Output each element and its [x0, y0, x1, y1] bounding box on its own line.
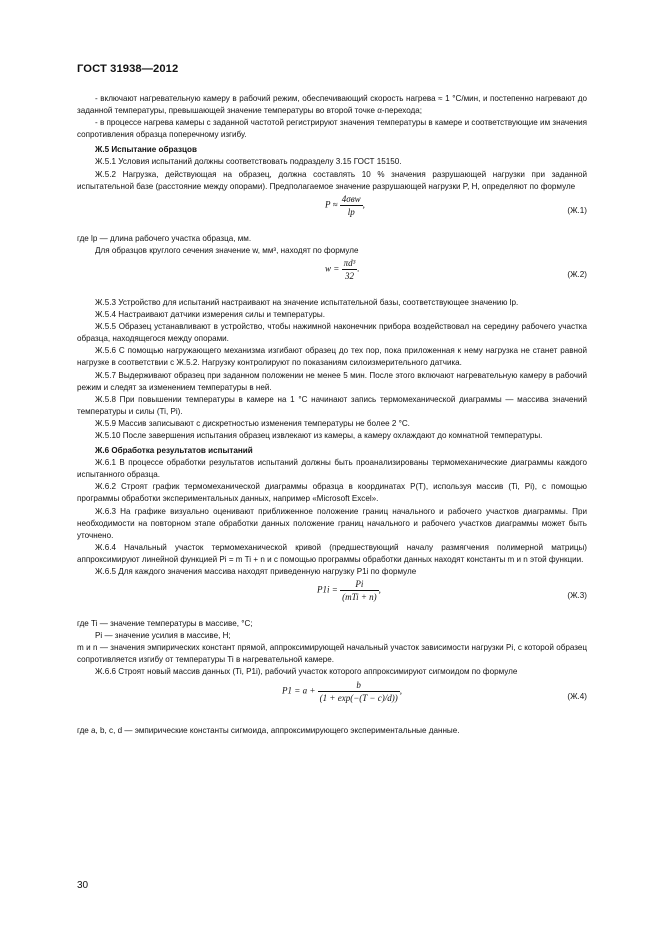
denominator: (1 + exp(−(T − c)/d)) — [319, 692, 398, 703]
numerator: 4σвw — [340, 193, 363, 206]
paragraph: Ж.5.10 После завершения испытания образец извлекают из камеры, а камеру охлаждают до комнатной температуры. — [95, 430, 543, 440]
denominator: (mTi + n) — [342, 592, 377, 603]
numerator: πd³ — [342, 257, 358, 270]
formula-lhs: P1 = a + — [282, 685, 316, 696]
fraction — [342, 257, 358, 282]
section-heading: Ж.5 Испытание образцов — [95, 145, 197, 155]
formula-lhs: P ≈ — [325, 199, 338, 210]
paragraph: - в процессе нагрева камеры с заданной частотой регистрируют значения температуры в камере и соответствующие им значения сопротивления образца поперечному изгибу. — [77, 118, 587, 140]
denominator: lр — [347, 206, 355, 217]
paragraph: Ж.6.5 Для каждого значения массива находят приведенную нагрузку P1i по формуле — [95, 567, 417, 576]
paragraph: - включают нагревательную камеру в рабочий режим, обеспечивающий скорость нагрева ≈ 1 °С/мин, и постепенно нагревают до заданной температуры, превышающей значение температуры во второй точке α-перехода; — [77, 94, 587, 116]
where-clause: где lр — длина рабочего участка образца, мм. — [77, 233, 252, 243]
formula-number: (Ж.2) — [567, 269, 587, 279]
formula-zh2 — [77, 257, 587, 297]
paragraph: Ж.5.5 Образец устанавливают в устройство, чтобы нажимной наконечник прибора воздействовал на середину рабочего участка образца, находящегося между опорами. — [77, 322, 587, 344]
formula-number: (Ж.1) — [567, 205, 587, 215]
formula-tail: , — [362, 199, 365, 210]
paragraph: Ж.5.7 Выдерживают образец при заданном положении не менее 5 мин. После этого включают нагревательную камеру в рабочий режим и следят за изменением температуры в ней. — [77, 370, 587, 392]
page-number: 30 — [77, 880, 89, 891]
paragraph: Ж.5.4 Настраивают датчики измерения силы и температуры. — [95, 310, 325, 320]
paragraph: Ж.5.2 Нагрузка, действующая на образец, должна составлять 10 % значения разрушающей нагрузки при заданной испытательной базе (расстояние между опорами). Предполагаемое значение разрушающей нагрузки P, Н, определяют по формуле — [77, 169, 587, 191]
formula-lhs: P1i = — [317, 584, 338, 595]
denominator: 32 — [344, 271, 354, 282]
paragraph: Ж.6.2 Строят график термомеханической диаграммы образца в координатах P(T), используя массив (Ti, Pi), с помощью программы обработки экспериментальных данных, например «Microsoft Excel». — [77, 482, 587, 504]
formula-tail: . — [357, 263, 360, 274]
where-clause: где a, b, c, d — эмпирические константы сигмоида, аппроксимирующего экспериментальные данные. — [77, 725, 460, 735]
fraction — [340, 578, 379, 603]
paragraph: Ж.5.8 При повышении температуры в камере на 1 °С начинают запись термомеханической диаграммы — массива значений температуры и силы (Ti, Pi). — [77, 394, 587, 416]
paragraph: Ж.5.1 Условия испытаний должны соответствовать подразделу 3.15 ГОСТ 15150. — [95, 157, 402, 167]
formula-zh3 — [77, 578, 587, 618]
paragraph: Ж.5.6 С помощью нагружающего механизма изгибают образец до тех пор, пока приложенная к нему нагрузка не станет равной нагрузке в соответствии с Ж.5.2. Нагрузку контролируют по показаниям силоизмерительного датчика. — [77, 346, 587, 368]
document-header: ГОСТ 31938—2012 — [77, 63, 179, 75]
numerator: b — [318, 679, 400, 692]
paragraph: Ж.6.3 На графике визуально оценивают приближенное положение границ начального и рабочего участков диаграммы. При необходимости на повторном этапе обработки данных положение границ начального и рабочего участков диаграммы может быть уточнено. — [77, 506, 587, 540]
where-clause: Pi — значение усилия в массиве, Н; — [95, 631, 231, 641]
document-body — [77, 93, 587, 737]
formula-tail: , — [378, 584, 381, 595]
formula-zh4 — [77, 679, 587, 725]
paragraph: Ж.5.3 Устройство для испытаний настраивают на значение испытательной базы, соответствующее значению lр. — [95, 297, 519, 307]
formula-zh1 — [77, 193, 587, 233]
paragraph: Ж.5.9 Массив записывают с дискретностью изменения температуры не более 2 °С. — [95, 418, 410, 428]
where-clause: где Ti — значение температуры в массиве, °С; — [77, 619, 253, 629]
formula-tail: , — [399, 685, 402, 696]
formula-number: (Ж.4) — [567, 691, 587, 701]
formula-number: (Ж.3) — [567, 591, 587, 601]
section-heading: Ж.6 Обработка результатов испытаний — [95, 446, 253, 456]
fraction — [318, 679, 400, 704]
numerator: Pi — [340, 578, 379, 591]
paragraph: Ж.6.4 Начальный участок термомеханической кривой (предшествующий началу размягчения полимерной матрицы) аппроксимируют линейной функцией Pi = m Ti + n и с помощью программы обработки данных находят константы m и n этой функции. — [77, 542, 587, 564]
paragraph: Для образцов круглого сечения значение w, мм³, находят по формуле — [95, 245, 359, 255]
formula-lhs: w = — [325, 263, 340, 274]
paragraph: Ж.6.1 В процессе обработки результатов испытаний должны быть проанализированы термомеханические диаграммы каждого испытанного образца. — [77, 458, 587, 480]
fraction — [340, 193, 363, 218]
where-clause: m и n — значения эмпирических констант прямой, аппроксимирующей начальный участок зависимости нагрузки Pi, с которой образец сопротивляется изгибу от температуры Ti в нагревательной камере. — [77, 643, 587, 665]
paragraph: Ж.6.6 Строят новый массив данных (Ti, P1i), рабочий участок которого аппроксимируют сигмоидом по формуле — [95, 667, 518, 677]
